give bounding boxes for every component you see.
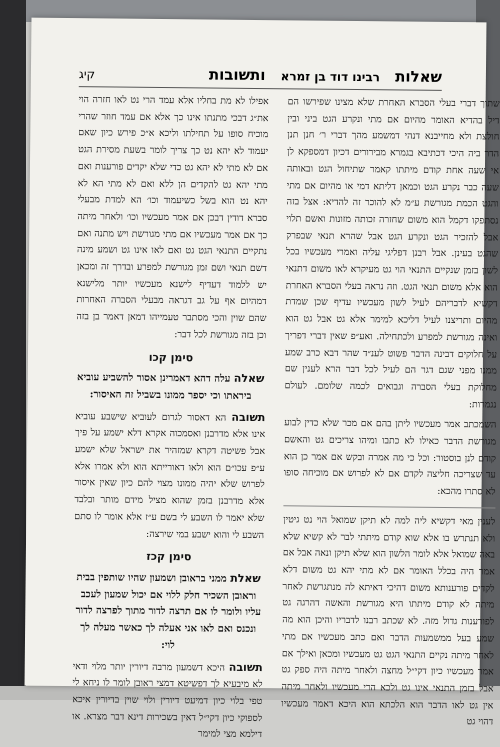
running-header (79, 64, 442, 91)
siman-heading-2: סימן קכז (146, 550, 192, 564)
question-1 (75, 369, 265, 405)
answer-1-label: תשובה (231, 410, 266, 424)
book-page (25, 18, 500, 741)
answer-2-text: היכא דשמעון מרבה דיורין יותר מלוי ודאי לא מיבעיא לך דפשיטא דמצי ראובן לומר לו ניחא לי טפי בלוי כיון דמיעט דיורין ולוי שוין בדיורין איכא לספוקי כיון דקי״ל דאין בשכירות דינא דבר מצרא. או דילמא מצי למימר (72, 660, 263, 741)
section-divider (283, 505, 495, 508)
right-column (281, 94, 500, 728)
title-part-2: ותשובות (208, 65, 266, 85)
answer-1-text: הא דאסור לגרום לעוביא שישבע עוביא אינו אלא מדרבנן ואסמכוה אקרא דלא ישמע על פיך אבל פשיטה דקרא שמזהיר את ישראל שלא ישמע ע״פ עכו״ם הוא ולאו דאורייתא הוא ולא אמרו אלא לפרוש שלא יהיה ממונו מצוי להם כיון שאין איסור אלא מדרבנן בזמן שהוא מציל מידם מותר ובלבד שלא יאמר לו השבע לי בשם ע״ז אלא אומר לו סתם השבע לי והוא ישבע במי שירצה: (74, 410, 266, 541)
left-paragraph-1: אפילו לא מת בחליו אלא עמד הרי נט לאו חזרה הוי את״ג דבכי מתנתו אינו כך אלא אם עמד חוזר שהרי מוכיח סופו על תחילתו וליכא א״כ פירש כיון שאם יעמוד לא יהא נט כך צריך לומר בשעת מסירת הגט אם לא מתי לא יהא גט כדי שלא יקדים פורענות ואם מתי יהא גט להקדים הן ללא ואם לא מתי הא לא יהא נט הוא בשל כשיעמוד וכו׳ הא למדת מבעלי סברא דודין דבכן אם אמר מעכשיו וכו׳ ולאחר מיתה כך אם אמר מעכשיו אם מתי מגורשת ויש מתנה ואם נתקיים התנאי הגט גט ואם לאו אינו גט ושמע מינה דשם תנאי ושם זמן מגורשת למפרע ובדרך זה ומכאן יש ללמוד דעדיף לישנא מעכשיו יותר מלישנא דמהיום אף על גב דגראה מבעלי הסברה האחרות שהם שוין והכי מסתבר טעמייהו דמאן דאמר בן בזה וכן בזה מגורשת לכל דבר: (76, 94, 269, 341)
siman-heading-1: סימן קכו (148, 350, 194, 364)
book-title (199, 65, 442, 86)
answer-2-label: תשובה (228, 660, 263, 674)
question-2-text: ממני בראובן ושמעון שהיו שותפין בבית וראובן השכיר חלק ללוי אם יכול שמעון לעכב עליו ולומר לו אם תרצה לדור מתוך לפרצה לדור ונכנס ואם לאו אני אעלה לך כאשר מעלה לך לוי: (75, 572, 262, 651)
right-paragraph-3 (281, 512, 495, 731)
left-column (72, 92, 269, 741)
question-1-lead: שאלה (233, 372, 265, 386)
question-1-text: עלה דהא דאמרינן אסור להשביע עוביא ביראתו וכי יספר ממונו בשביל זה האיסור: (77, 372, 252, 402)
book-spine-left (0, 0, 26, 700)
right-paragraph-2: השמכתב אמר מעכשיו ליתן בהם אם מכר שלא כדין לבוע מגורשת הדבר כאילו לא כתבו ומיהו צריכים גט והאשם קודם לנן בוסטור: וכל כי מה אמרה ובקש אם אמר כן הוא עד שצריכה חליצה לקדם אם לא לפרוש אם מוכיחה סופו לא סתרו מהכא: (283, 417, 497, 498)
title-part-1: שאלות (395, 67, 443, 86)
question-2 (73, 569, 264, 656)
question-2-lead: שאלת (230, 571, 261, 586)
right-paragraph-3-text: לענין מאי דקשיא ליה למה לא תיקן שמואל הוי נט גיטין ולא תנתרש בו אלא שוא קודם מיתתי לבר לא קשיא שלא באה שמואל אלא לומר הלשון הוא שלא תיקן ונאה אבל אם אמר היה בכלל האומר אם לא מתי יהא גט משום דלא לקדים פורענותא משום דהיכי דאיתא לה מנתגרשת לאחר מיתה לא קודם מיתתו היא מגורשת והאשה דהרגה גט לפורענות גדול מזה. לא שכתב רבנו לדבריו והיכן הוא מה שמע בעל ממשמעות הדבר ואם כתב מעכשיו אם מתי לאחר מיתה נקיים התנאי הגט גט מעכשיו ומכאן ואילך אם אמר מעכשיו כיון דקי״ל מחצה ולאחר מיתה היה ספק גט אבל בזמן התנאי אינו גט ולכא הרי מעכשיו ולאחר מיתה אין גט לאו הדבר הוא הלכתא הוא היכא דאמר מעכשיו דהוי גט (281, 514, 496, 728)
page-number: קיג (78, 67, 96, 82)
answer-1 (74, 408, 265, 545)
author-name: רבינו דוד בן זמרא (280, 69, 380, 85)
answer-2 (72, 658, 263, 745)
right-paragraph-1: שתוך דברי בעלי הסברא האחרת שלא מצינו שפירשו הם דיל בהדיא האומר מהיום אם מתי ונקרע הגט ביני ובין חולצת ולא מחייבנא דנהי דמשמע מהך דברי ר׳ חנן תנן הדר ביה היכי דכתיבא בגמרא מבירורים דכיון דמספקא לן אי שעה אחת קודם מיתתו קאמר שתיחול הגט ובאותה שעה כבר נקרע הגט וכמאן דליתא דמי או מהיום אם מתי והגט הכמת מגורשת ע״מ לא להוכר זה להדיא: אצל בזה נסתפקו דקמל הוא משום שחזרה זכותה מזונות ואשם תלוי אבל להזכיר הגט ונקרע הגט אבל שהרא תנאי שבפרק שהגט בעינן. אבל רבנן דפליגי עליה ואמרי מעכשיו בכל לשון בזמן שנקיים התנאי הוי גט מעיקרא לאו משום דתנאי הוא אלא משום תנאי הגט. וזה נראה בעלי הסברא האחרת דקשיא לדבריהם לעיל לשון מעכשיו עדיף שכן שמדת מהיום ותריצנו לעיל דליכא למימר אלא גט אבל גט הוא ואינה מגורשת למפרע ולכתחילה. ואע״פ שאין דברי דפריך על חלוקים דבינה הדבר פשוט לענ״ד שהר דבא כרב שמע ממנו מפני שגם דגר הם לעיל לכל דבר הרא לענין שם מחלוקת בעלי הסברה וגבואים לכמה שלומם. לעולם נגמרות: (284, 96, 500, 411)
